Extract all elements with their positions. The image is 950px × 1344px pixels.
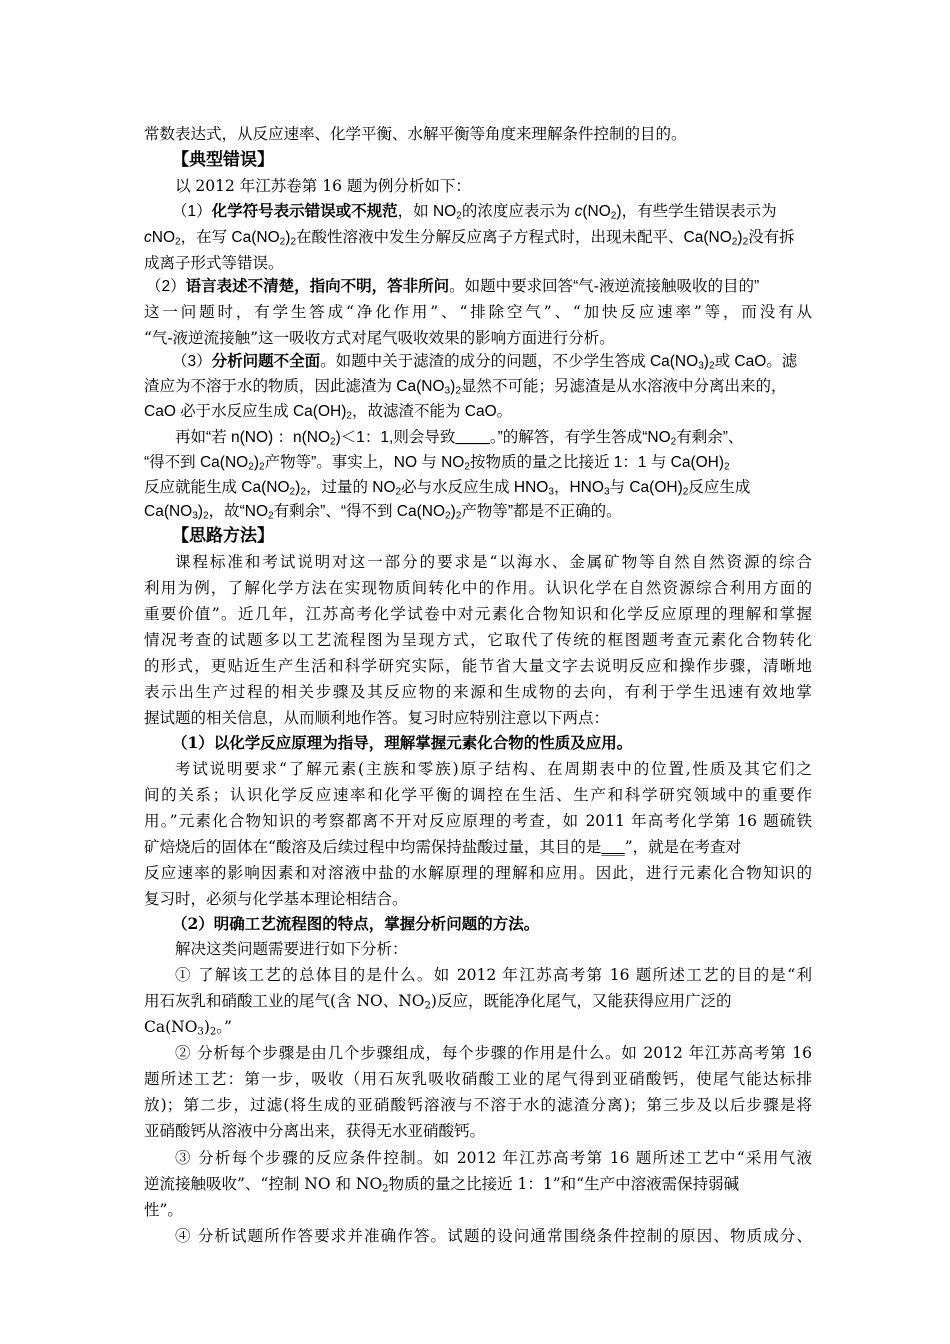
explain-line: 间的关系；认识化学反应速率和化学平衡的调控在生活、生产和科学研究领域中的重要作 (144, 786, 812, 804)
subheading-2: （2）明确工艺流程图的特点，掌握分析问题的方法。 (172, 914, 540, 933)
error-item-1-line-2: cNO$_2$，在写 $Ca(NO_2)_2$在酸性溶液中发生分解反应离子方程式时，出现未配平、$Ca(NO_2)_2$没有拆 (144, 229, 795, 248)
analysis-step-2-line: 放)；第二步，过滤(将生成的亚硝酸钙溶液与不溶于水的滤渣分离)；第三步及以后步骤是将 (144, 1096, 812, 1114)
method-para-line: 情况考查的试题多以工艺流程图为呈现方式，它取代了传统的框图题考查元素化合物转化 (144, 631, 812, 649)
explain-line: 复习时，必须与化学基本理论相结合。 (144, 890, 408, 908)
error-item-3-line-2: 渣应为不溶于水的物质，因此滤渣为 $Ca(NO_3)_2$显然不可能；另滤渣是从水溶液中分离出来的， (144, 378, 787, 397)
method-para-line: 握试题的相关信息，从而顺利地作答。复习时应特别注意以下两点： (144, 709, 610, 727)
intro-line: 以 2012 年江苏卷第 16 题为例分析如下： (175, 177, 471, 195)
method-para-line: 利用为例，了解化学方法在实现物质间转化中的作用。认识化学在自然资源综合利用方面的 (144, 579, 812, 597)
error-item-3-line-1: （3）分析问题不全面。如题中关于滤渣的成分的问题，不少学生答成 $Ca(NO_3)_2$或 CaO。滤 (172, 353, 798, 372)
error-item-2-line-2: 这一问题时，有学生答成“净化作用”、“排除空气”、“加快反应速率”等，而没有从 (144, 303, 812, 321)
explain-line: 反应速率的影响因素和对溶液中盐的水解原理的理解和应用。因此，进行元素化合物知识的 (144, 864, 812, 882)
explain-line: 矿焙烧后的固体在“酸溶及后续过程中均需保持盐酸过量，其目的是___”，就是在考查对 (144, 838, 742, 856)
error-item-1-line-1: （1）化学符号表示错误或不规范，如 $NO_2$的浓度应表示为 $c(NO_2)$，有些学生错误表示为 (172, 203, 777, 222)
example-line-3: 反应就能生成 $Ca(NO_2)_2$，过量的 $NO_2$必与水反应生成 $HNO_3$，$HNO_3$与 $Ca(OH)_2$反应生成 (144, 479, 751, 498)
analysis-step-3-line: ③ 分析每个步骤的反应条件控制。如 2012 年江苏高考第 16 题所述工艺中“采用气液 (175, 1149, 812, 1167)
analysis-step-3-line: 逆流接触吸收”、“控制 NO 和 $NO_2$物质的量之比接近 1：1”和“生产中溶液需保持弱碱 (144, 1175, 740, 1195)
method-para-line: 课程标准和考试说明对这一部分的要求是“以海水、金属矿物等自然自然资源的综合 (175, 553, 812, 571)
method-para-line: 表示出生产过程的相关步骤及其反应物的来源和生成物的去向，有利于学生迅速有效地掌 (144, 683, 812, 701)
error-item-3-line-3: CaO 必于水反应生成 $Ca(OH)_2$，故滤渣不能为 CaO。 (144, 403, 513, 422)
error-item-1-line-3: 成离子形式等错误。 (144, 255, 284, 272)
section-heading-typical-errors: 【典型错误】 (172, 150, 274, 170)
analysis-step-2-line: 亚硝酸钙从溶液中分离出来，获得无水亚硝酸钙。 (144, 1122, 486, 1140)
example-line-2: “得不到 $Ca(NO_2)_2$产物等”。事实上，NO 与 $NO_2$按物质的量之比接近 1：1 与 $Ca(OH)_2$ (144, 454, 730, 473)
paragraph-line (144, 121, 812, 147)
error-item-2-line-1: （2）语言表述不清楚，指向不明，答非所问。如题中要求回答“气-液逆流接触吸收的目的” (146, 278, 760, 295)
error-item-2-line-3: “气-液逆流接触”这一吸收方式对尾气吸收效果的影响方面进行分析。 (144, 329, 615, 347)
analysis-step-2-line: ② 分析每个步骤是由几个步骤组成，每个步骤的作用是什么。如 2012 年江苏高考第 16 (175, 1044, 812, 1062)
subheading-1: （1）以化学反应原理为指导，理解掌握元素化合物的性质及应用。 (172, 733, 633, 752)
explain-line: 考试说明要求“了解元素(主族和零族)原子结构、在周期表中的位置,性质及其它们之 (175, 760, 812, 778)
analysis-step-2-line: 题所述工艺：第一步，吸收（用石灰乳吸收硝酸工业的尾气得到亚硝酸钙，使尾气能达标排 (144, 1070, 812, 1088)
method-para-line: 重要价值”。近几年，江苏高考化学试卷中对元素化合物知识和化学反应原理的理解和掌握 (144, 605, 812, 623)
analysis-step-1-line: $Ca(NO_3)_2$。” (144, 1018, 232, 1038)
analysis-step-1-line: 用石灰乳和硝酸工业的尾气(含 NO、$NO_2$)反应，既能净化尾气，又能获得应用广泛的 (144, 992, 732, 1012)
analysis-intro: 解决这类问题需要进行如下分析： (175, 940, 408, 958)
analysis-step-1-line: ① 了解该工艺的总体目的是什么。如 2012 年江苏高考第 16 题所述工艺的目的是“利 (175, 966, 812, 984)
section-heading-methods: 【思路方法】 (172, 526, 274, 546)
analysis-step-3-line: 性”。 (144, 1201, 183, 1219)
analysis-step-4-line: ④ 分析试题所作答要求并准确作答。试题的设问通常围绕条件控制的原因、物质成分、 (175, 1227, 812, 1245)
method-para-line: 的形式，更贴近生产生活和科学研究实际，能节省大量文字去说明反应和操作步骤，清晰地 (144, 657, 812, 675)
example-line-1: 再如“若 n(NO) ：$n(NO_2)<1$：1,则会导致____。”的解答，有学生答成“$NO_2$有剩余”、 (175, 429, 744, 448)
explain-line: 用。”元素化合物知识的考察都离不开对反应原理的考查，如 2011 年高考化学第 16 题硫铁 (144, 812, 812, 830)
text: 常数表达式，从反应速率、化学平衡、水解平衡等角度来理解条件控制的目的。 (144, 125, 687, 143)
example-line-4: $Ca(NO_3)_2$，故“$NO_2$有剩余”、“得不到 $Ca(NO_2)_2$产物等”都是不正确的。 (144, 503, 622, 522)
